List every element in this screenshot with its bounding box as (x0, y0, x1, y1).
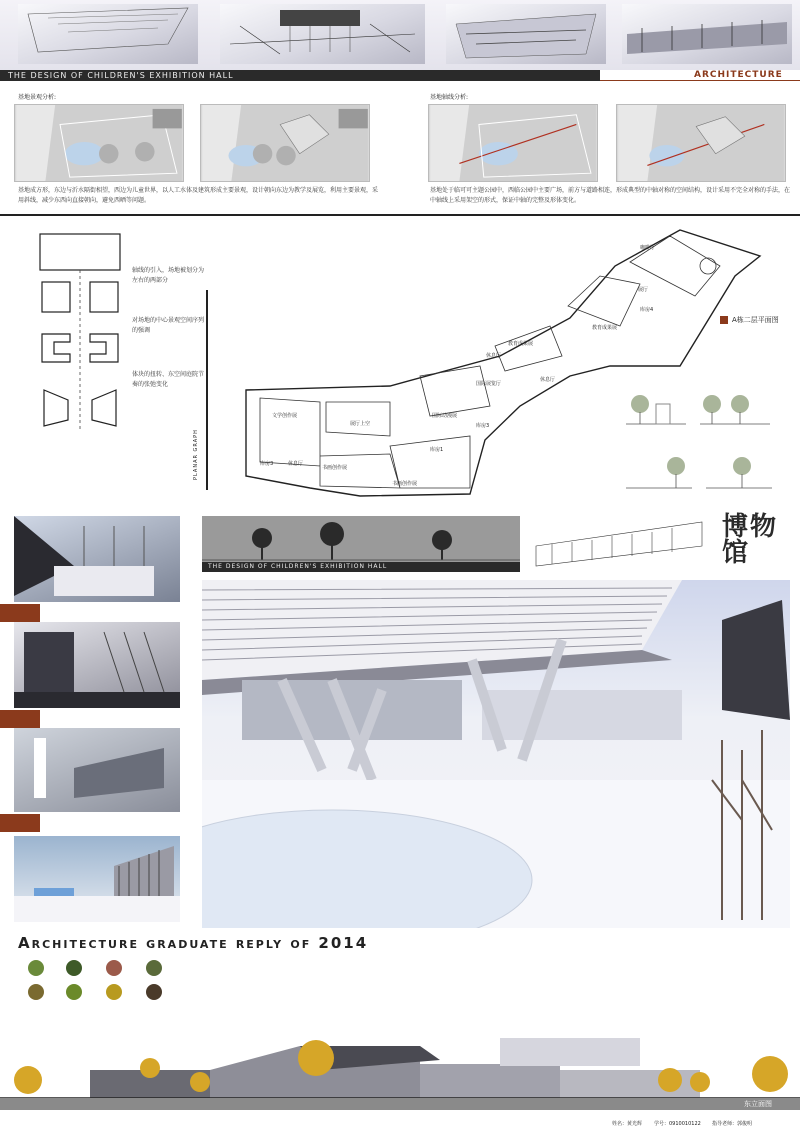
plan-legend-label: A栋二层平面图 (732, 316, 779, 324)
planar-graph-label: PLANAR GRAPH (193, 429, 199, 480)
section-sketch-4 (706, 454, 772, 494)
landscape-heading: 基地景观分析: (18, 94, 57, 101)
room-label-8: 国际展览厅 (476, 381, 502, 387)
plant-swatch-2 (66, 960, 82, 976)
title-bar: THE DESIGN OF CHILDREN'S EXHIBITION HALL (0, 70, 600, 81)
landscape-site-diagram-2 (200, 104, 370, 182)
render-thumbnail-3 (446, 4, 606, 64)
plant-swatch-1 (28, 960, 44, 976)
room-label-4: 库房4 (640, 307, 654, 313)
room-label-7: 休息厅 (486, 353, 502, 359)
axis-site-diagram-1 (428, 104, 598, 182)
concept-diagram (38, 230, 124, 430)
landscape-site-diagram-1 (14, 104, 184, 182)
accent-block-2 (0, 710, 40, 728)
room-label-11: 展厅上空 (350, 421, 371, 427)
footer-advisor: 指导老师：郭俊明 (712, 1121, 753, 1127)
plant-swatch-8 (146, 984, 162, 1000)
plant-swatch-4 (146, 960, 162, 976)
room-label-16: 库房1 (430, 447, 444, 453)
plan-legend-swatch (720, 316, 728, 324)
room-label-3: 教育成果展 (592, 325, 618, 331)
accent-block-3 (0, 814, 40, 832)
brand-underline (600, 80, 800, 81)
axis-site-diagram-2 (616, 104, 786, 182)
elevation-label-bar (0, 1098, 800, 1110)
concept-note-1: 轴线的引入，场地被划分为左右的两部分 (132, 267, 205, 284)
exterior-render-4 (14, 836, 180, 922)
room-label-5: 库房3 (476, 423, 490, 429)
room-label-1: 咖啡厅 (640, 245, 656, 251)
plant-swatch-7 (106, 984, 122, 1000)
footer-name: 姓名：黄光辉 (612, 1121, 643, 1127)
plant-swatch-3 (106, 960, 122, 976)
axis-heading: 基地轴线分析: (430, 94, 469, 101)
room-label-9: 休息厅 (540, 377, 556, 383)
banner-sketch (532, 516, 708, 572)
plant-swatch-5 (28, 984, 44, 1000)
landscape-text: 基地成方形，东边与沂水隔街相望，西边为儿童世界，以人工水体及建筑形成主要景观，设计朝向东边为教学及展览，利用主要景观，采用斜线，减少东西向直接朝向，避免西晒等问题。 (18, 187, 379, 204)
concept-note-2: 对场地的中心景观空间序列的强调 (132, 317, 205, 334)
interior-render-1 (14, 516, 180, 602)
room-label-17: 库房3 (260, 461, 274, 467)
section-sketch-1 (626, 390, 686, 430)
museum-logo: 博物馆 (722, 512, 779, 568)
plant-legend (28, 960, 168, 1004)
banner-image (202, 516, 520, 562)
banner-title: THE DESIGN OF CHILDREN'S EXHIBITION HALL (202, 562, 520, 572)
main-render (202, 580, 790, 928)
elevation-label: 东立面图 (744, 1100, 772, 1108)
section-sketch-2 (700, 390, 770, 430)
section-sketch-3 (626, 454, 692, 494)
room-label-6: 教育成果展 (508, 341, 534, 347)
room-label-2: 展厅 (638, 287, 649, 293)
axis-text: 基地处于临可可主题公园中，西临公园中主要广场，前方与道路相连，形成典型的中轴对称的空间结构，设计采用不完全对称的手法，在中轴线上采用架空的形式，保证中轴的完整及形体变化。 (430, 187, 791, 204)
footer-student-id: 学号：0910010122 (654, 1121, 701, 1127)
room-label-13: 休息厅 (288, 461, 304, 467)
room-label-12: 文学创作展 (272, 413, 298, 419)
render-thumbnail-2 (220, 4, 425, 64)
room-label-10: 国际动漫展 (432, 413, 458, 419)
plan-divider (206, 290, 208, 490)
room-label-14: 书画创作展 (322, 465, 348, 471)
interior-render-3 (14, 728, 180, 812)
concept-note-3: 体块的扭转、东空间庭院节奏的张弛变化 (132, 371, 205, 388)
render-thumbnail-1 (18, 4, 198, 64)
east-elevation (0, 1030, 800, 1100)
room-label-15: 书画创作展 (392, 481, 418, 487)
section-divider (0, 214, 800, 216)
accent-block-1 (0, 604, 40, 622)
plant-swatch-6 (66, 984, 82, 1000)
graduate-title: Architecture graduate reply of 2014 (18, 934, 369, 952)
render-thumbnail-4 (622, 4, 792, 64)
brand-label: ARCHITECTURE (694, 70, 783, 80)
interior-render-2 (14, 622, 180, 708)
